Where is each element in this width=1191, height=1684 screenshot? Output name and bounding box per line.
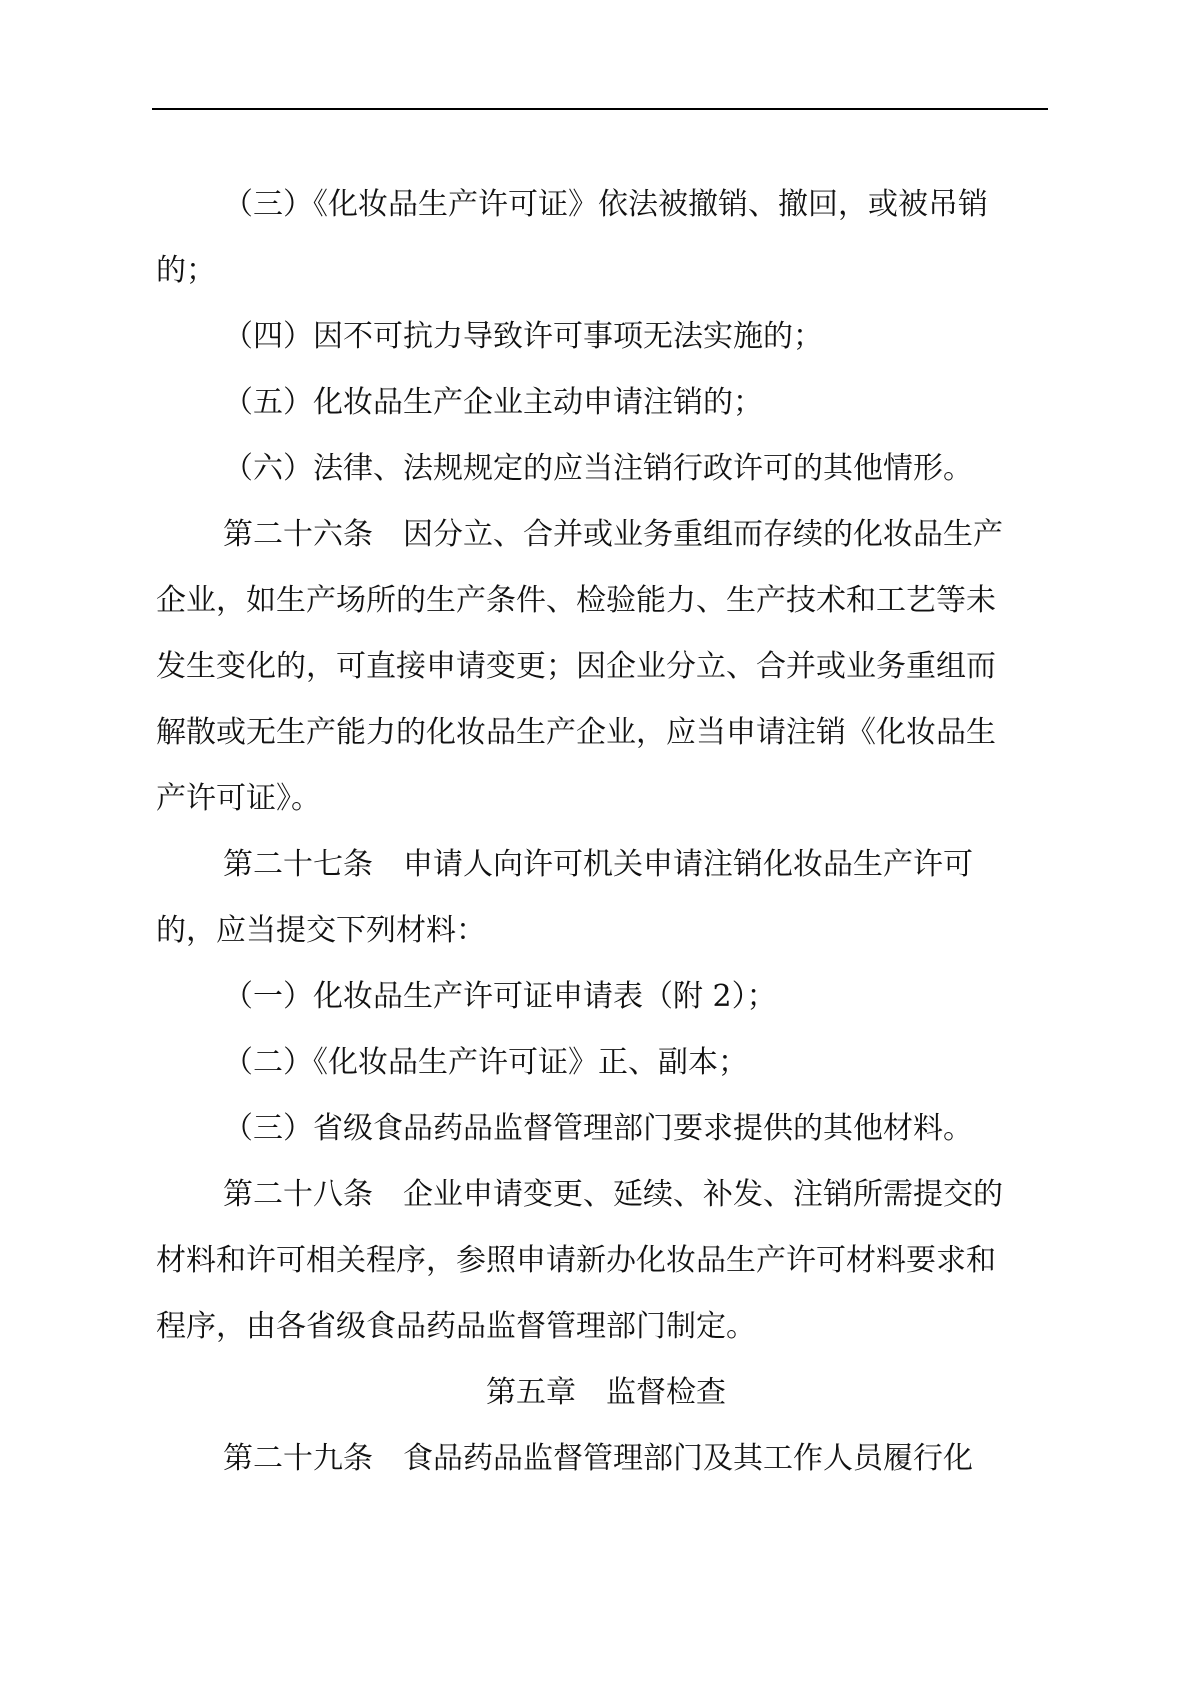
text-line: 材料和许可相关程序，参照申请新办化妆品生产许可材料要求和 — [156, 1243, 996, 1278]
text-line: （三）《化妆品生产许可证》依法被撤销、撤回，或被吊销 — [223, 187, 988, 222]
document-body — [156, 172, 1046, 1492]
chapter-title: 第五章 监督检查 — [486, 1375, 726, 1410]
article-heading-line: 第二十九条 食品药品监督管理部门及其工作人员履行化 — [223, 1441, 973, 1476]
header-rule — [152, 108, 1048, 110]
text-line: 程序，由各省级食品药品监督管理部门制定。 — [156, 1309, 756, 1344]
text-line: （五）化妆品生产企业主动申请注销的； — [223, 385, 763, 420]
text-line: 发生变化的，可直接申请变更；因企业分立、合并或业务重组而 — [156, 649, 996, 684]
text-line: 产许可证》。 — [156, 781, 321, 816]
text-line: （一）化妆品生产许可证申请表（附 2）； — [223, 979, 777, 1014]
article-heading-line: 第二十七条 申请人向许可机关申请注销化妆品生产许可 — [223, 847, 973, 882]
text-line: 的； — [156, 253, 216, 288]
text-line: （四）因不可抗力导致许可事项无法实施的； — [223, 319, 823, 354]
text-line: 企业，如生产场所的生产条件、检验能力、生产技术和工艺等未 — [156, 583, 996, 618]
text-line: （六）法律、法规规定的应当注销行政许可的其他情形。 — [223, 451, 973, 486]
article-heading-line: 第二十六条 因分立、合并或业务重组而存续的化妆品生产 — [223, 517, 1003, 552]
text-line: 的，应当提交下列材料： — [156, 913, 486, 948]
text-line: 解散或无生产能力的化妆品生产企业，应当申请注销《化妆品生 — [156, 715, 996, 750]
text-line: （二）《化妆品生产许可证》正、副本； — [223, 1045, 748, 1080]
article-heading-line: 第二十八条 企业申请变更、延续、补发、注销所需提交的 — [223, 1177, 1003, 1212]
text-line: （三）省级食品药品监督管理部门要求提供的其他材料。 — [223, 1111, 973, 1146]
